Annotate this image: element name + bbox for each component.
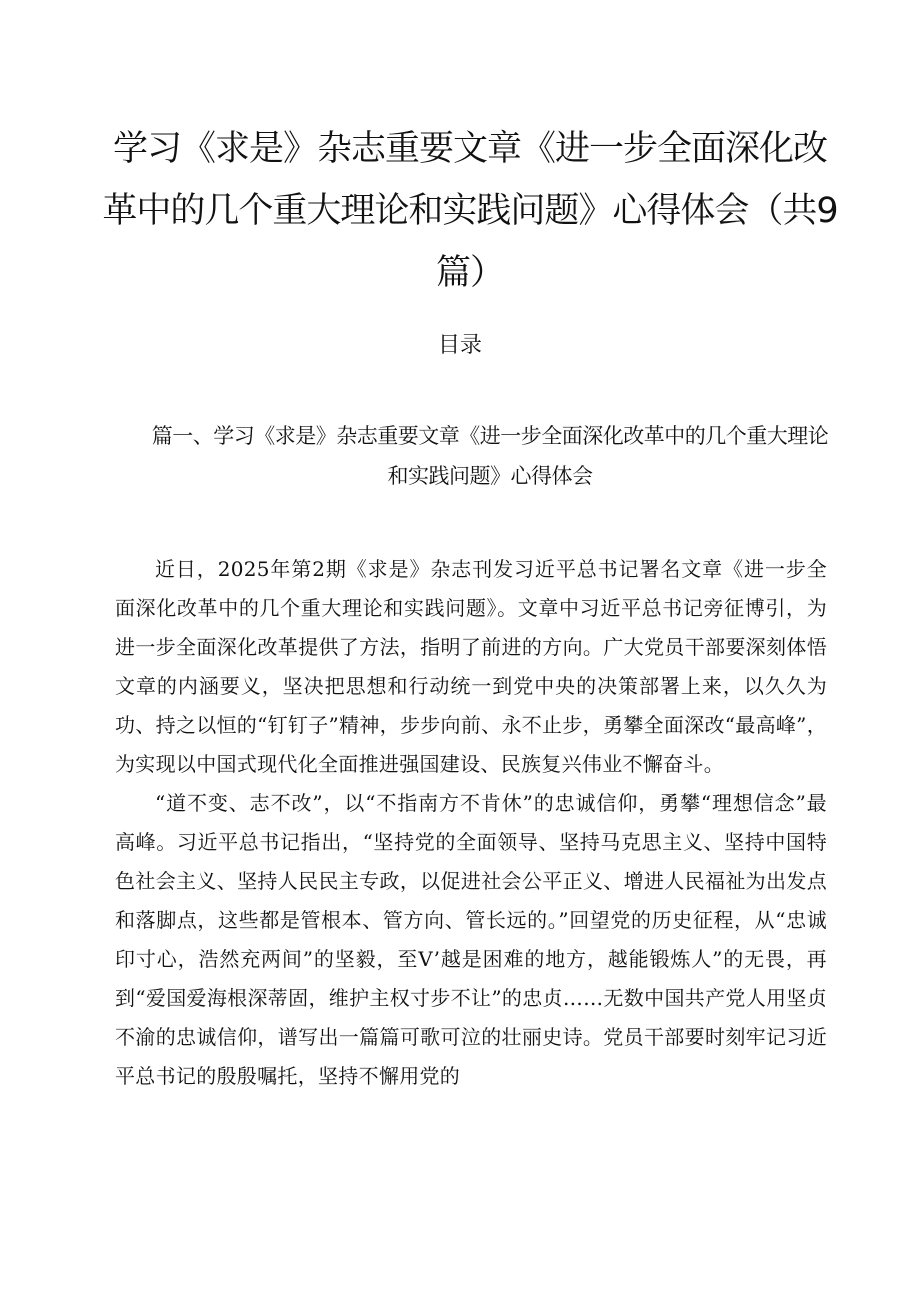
document-title: 学习《求是》杂志重要文章《进一步全面深化改革中的几个重大理论和实践问题》心得体会（共9篇） [102,129,838,293]
paragraph-1: 近日，2025年第2期《求是》杂志刊发习近平总书记署名文章《进一步全面深化改革中的几个重大理论和实践问题》。文章中习近平总书记旁征博引，为进一步全面深化改革提供了方法，指明了前进的方向。广大党员干部要深刻体悟文章的内涵要义，坚决把思想和行动统一到党中央的决策部署上来，以久久为功、持之以恒的“钉钉子”精神，步步向前、永不止步，勇攀全面深改“最高峰”，为实现以中国式现代化全面推进强国建设、民族复兴伟业不懈奋斗。 [115,557,827,776]
paragraph-2: “道不变、志不改”，以“不指南方不肯休”的忠诚信仰，勇攀“理想信念”最高峰。习近平总书记指出，“坚持党的全面领导、坚持马克思主义、坚持中国特色社会主义、坚持人民民主专政，以促进社会公平正义、增进人民福祉为出发点和落脚点，这些都是管根本、管方向、管长远的。”回望党的历史征程，从“忠诚印寸心，浩然充两间”的坚毅，至V’越是困难的地方，越能锻炼人”的无畏，再到“爱国爱海根深蒂固，维护主权寸步不让”的忠贞……无数中国共产党人用坚贞不渝的忠诚信仰，谱写出一篇篇可歌可泣的壮丽史诗。党员干部要时刻牢记习近平总书记的殷殷嘱托，坚持不懈用党的 [115,791,827,1088]
toc-entry-1: 篇一、学习《求是》杂志重要文章《进一步全面深化改革中的几个重大理论和实践问题》心得体会 [151,424,829,488]
body-text [115,550,827,1096]
toc-heading: 目录 [437,333,482,358]
